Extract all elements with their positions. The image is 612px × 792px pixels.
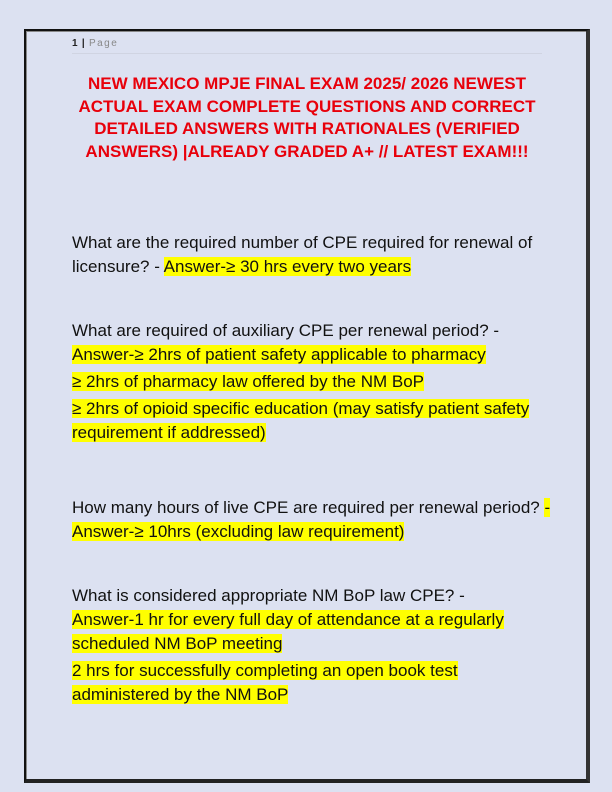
answer-text: 2 hrs for successfully completing an open book test administered by the NM BoP [72,661,458,704]
answer-text: ≥ 2hrs of opioid specific education (may satisfy patient safety requirement if addressed) [72,399,530,442]
answer-text: Answer-1 hr for every full day of attendance at a regularly scheduled NM BoP meeting [72,610,504,653]
document-title: NEW MEXICO MPJE FINAL EXAM 2025/ 2026 NEWEST ACTUAL EXAM COMPLETE QUESTIONS AND CORRECT DETAILED ANSWERS WITH RATIONALES (VERIFIED ANSWERS) |ALREADY GRADED A+ // LATEST EXAM!!! [78,74,536,161]
question-text: What are required of auxiliary CPE per renewal period? - [72,321,500,340]
question-text: What is considered appropriate NM BoP law CPE? - [72,586,465,605]
page-label: Page [88,38,119,49]
answer-text: ≥ 2hrs of pharmacy law offered by the NM BoP [72,372,425,391]
qa-item [72,496,554,544]
page-header [72,38,118,49]
question-text: How many hours of live CPE are required per renewal period? [72,498,545,517]
qa-item [72,584,554,707]
page-number: 1 [72,38,78,49]
page-separator: | [81,38,85,49]
qa-item [72,231,554,279]
answer-text: - Answer-≥ 10hrs (excluding law requirement) [72,498,551,541]
answer-text: Answer-≥ 2hrs of patient safety applicable to pharmacy [72,345,486,364]
question-text: What are the required number of CPE required for renewal of licensure? - [72,233,533,276]
answer-text: Answer-≥ 30 hrs every two years [163,257,412,276]
qa-item [72,319,554,445]
header-divider [72,53,542,54]
